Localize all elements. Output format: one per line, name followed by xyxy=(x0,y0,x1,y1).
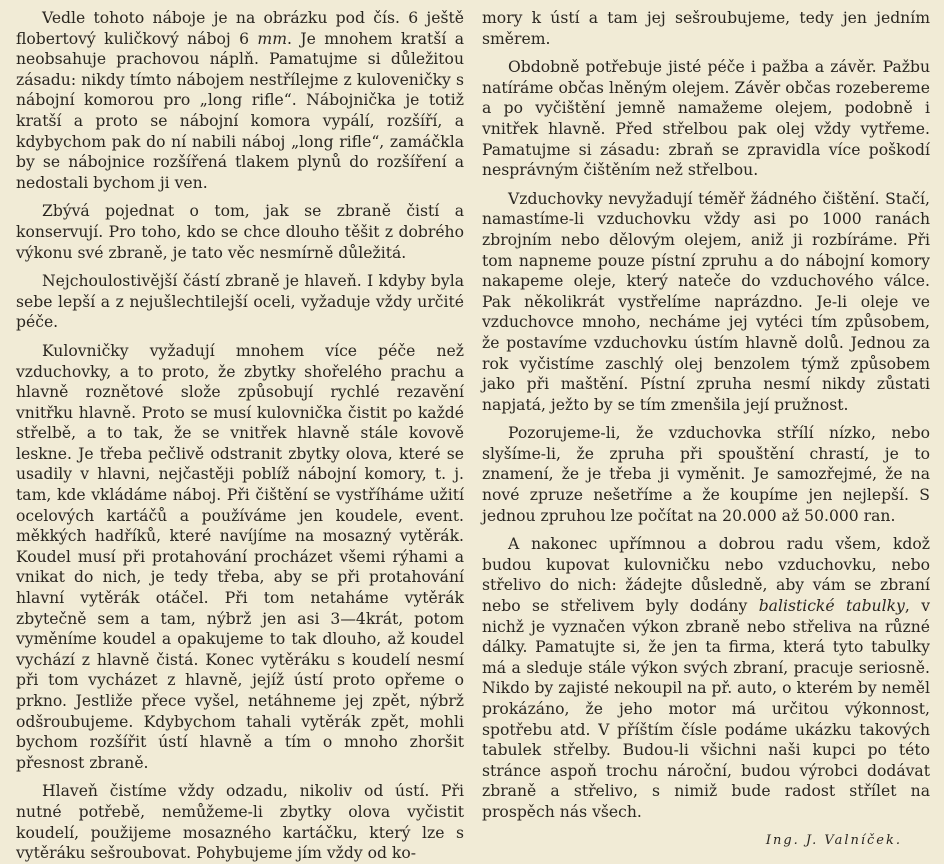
text-run: Vedle tohoto náboje je na obrázku pod čís. 6 ještě flobertový kuličkový náboj 6 xyxy=(16,9,464,48)
text-run: Hlaveň čistíme vždy odzadu, nikoliv od ústí. Při nutné potřebě, nemůžeme-li zbytky olova vyčistit koudelí, použijeme mosazného kartáčku, který lze s vytěráku sešroubovat. Pohybujeme jím vždy od ko- xyxy=(16,782,464,863)
paragraph xyxy=(16,271,464,333)
text-run: Nejchoulostivější částí zbraně je hlaveň. I kdyby byla sebe lepší a z nejušlechtilejší oceli, vyžaduje vždy určité péče. xyxy=(16,272,464,332)
right-column-paragraphs xyxy=(482,8,930,823)
text-run: , v nichž je vyznačen výkon zbraně nebo střeliva na různé dálky. Pamatujte si, že jen ta firma, která tyto tabulky má a sleduje stále výkon svých zbraní, pracuje seriosně. Nikdo by zajisté nekoupil na př. auto, o kterém by neměl prokázáno, že jeho motor má určitou výkonnost, spotřebu atd. V příštím čísle podáme ukázku takových tabulek střelby. Budou-li všichni naši kupci po této stránce aspoň trochu nároční, budou výrobci dodávat zbraně a střelivo, s nimiž bude radost střílet na prospěch nás všech. xyxy=(482,597,931,821)
right-column xyxy=(482,8,930,850)
paragraph xyxy=(482,189,930,416)
paragraph xyxy=(16,8,464,193)
text-run: Zbývá pojednat o tom, jak se zbraně čistí a konservují. Pro toho, kdo se chce dlouho těšit z dobrého výkonu své zbraně, je tato věc nesmírně důležitá. xyxy=(16,202,464,262)
text-run: Vzduchovky nevyžadují téměř žádného čištění. Stačí, namastíme-li vzduchovku vždy asi po 1000 ranách zbrojním nebo dělovým olejem, aniž ji rozbíráme. Při tom napneme pouze pístní zpruhu a do nábojní komory nakapeme oleje, který nateče do vzduchového válce. Pak několikrát vystřelíme naprázdno. Je-li oleje ve vzduchovce mnoho, necháme jej vytéci tím způsobem, že postavíme vzduchovku ústím hlavně dolů. Jednou za rok vyčistíme zaschlý olej benzolem týmž způsobem jako při maštění. Pístní zpruha nesmí nikdy zůstati napjatá, ježto by se tím zmenšila její pružnost. xyxy=(482,189,930,414)
paragraph xyxy=(16,781,464,863)
left-column xyxy=(16,8,464,863)
paragraph xyxy=(16,201,464,263)
text-run: Kulovničky vyžadují mnohem více péče než vzduchovky, a to proto, že zbytky shořelého prachu a hlavně roznětové slože způsobují rychlé rezavění vnitřku hlavně. Proto se musí kulovnička čistit po každé střelbě, a to tak, že se vnitřek hlavně stále kovově leskne. Je třeba pečlivě odstranit zbytky olova, které se usadily v hlavni, nejčastěji poblíž nábojní komory, t. j. tam, kde vkládáme náboj. Při čištění se vystříháme užití ocelových kartáčů a používáme jen koudele, event. měkkých hadříků, které navíjíme na mosazný vytěrák. Koudel musí při protahování procházet všemi rýhami a vnikat do nich, je tedy třeba, aby se při protahování hlavní vytěrák otáčel. Při tom netaháme vytěrák zbytečně sem a tam, nýbrž jen asi 3—4krát, potom vyměníme koudel a opakujeme to tak dlouho, až koudel vychází z hlavně čistá. Konec vytěráku s koudelí nesmí při tom vycházet z hlavně, jejíž ústí proto opřeme o prkno. Jestliže přece vyšel, netáhneme jej zpět, nýbrž odšroubujeme. Kdybychom tahali vytěrák zpět, mohli bychom rozšířit ústí hlavně a tím o mnoho zhoršit přesnost zbraně. xyxy=(16,341,464,772)
paragraph xyxy=(482,423,930,526)
text-run: . Je mnohem kratší a neobsahuje prachovou náplň. Pamatujme si důležitou zásadu: nikdy tímto nábojem nestřílejme z kuloveničky s nábojní komorou pro „long rifle“. Nábojnička je totiž kratší a proto se nábojní komora vypálí, rozšíří, a kdybychom pak do ní nabili náboj „long rifle“, zamáčkla by se nábojnice rozšířená tlakem plynů do rozšíření a nedostali bychom ji ven. xyxy=(16,29,464,192)
text-run: Pozorujeme-li, že vzduchovka střílí nízko, nebo slyšíme-li, že zpruha při spouštění chrastí, je to znamení, že je třeba ji vyměnit. Je samozřejmé, že na nové zpruze nešetříme a že koupíme jen nejlepší. S jednou zpruhou lze počítat na 20.000 až 50.000 ran. xyxy=(482,424,930,525)
text-run: mory k ústí a tam jej sešroubujeme, tedy jen jedním směrem. xyxy=(482,9,930,48)
paragraph xyxy=(16,341,464,773)
italic-text: balistické tabulky xyxy=(758,597,905,616)
author-signature: Ing. J. Valníček. xyxy=(765,832,902,848)
paragraph xyxy=(482,8,930,49)
paragraph xyxy=(482,534,930,822)
text-run: A nakonec upřímnou a dobrou radu všem, kdož budou kupovat kulovničku nebo vzduchovku, nebo střelivo do nich: žádejte důsledně, aby vám se zbraní nebo se střelivem byly dodány xyxy=(482,535,930,616)
text-run: Obdobně potřebuje jisté péče i pažba a závěr. Pažbu natíráme občas lněným olejem. Závěr občas rozebereme a po vyčištění jemně namažeme olejem, podobně i vnitřek hlavně. Před střelbou pak olej vždy vytřeme. Pamatujme si zásadu: zbraň se zpravidla více poškodí nesprávným čištěním než střelbou. xyxy=(482,58,930,180)
paragraph xyxy=(482,57,930,181)
italic-text: mm xyxy=(257,29,287,48)
